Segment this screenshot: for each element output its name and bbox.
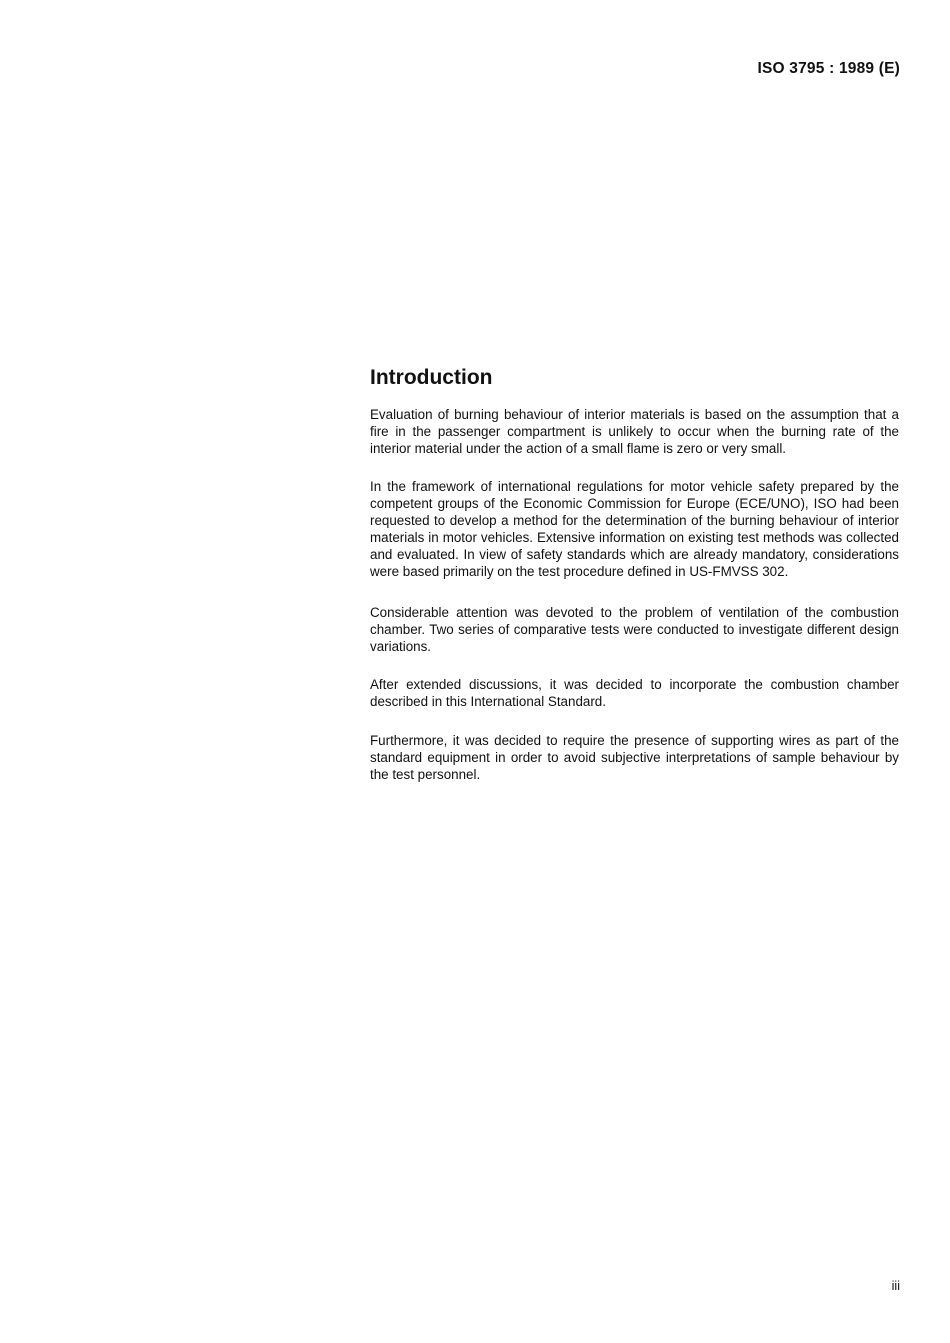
paragraph: Evaluation of burning behaviour of interior materials is based on the assumption that a fire in the passenger compartment is unlikely to occur when the burning rate of the interior material under the action of a small flame is zero or very small. xyxy=(370,407,899,456)
paragraph: After extended discussions, it was decided to incorporate the combustion chamber described in this International Standard. xyxy=(370,677,899,709)
section-title: Introduction xyxy=(370,366,493,389)
paragraph: Considerable attention was devoted to the problem of ventilation of the combustion chamber. Two series of comparative tests were conducted to investigate different design variations. xyxy=(370,605,899,654)
page-number: iii xyxy=(891,1279,900,1293)
standard-designation: ISO 3795 : 1989 (E) xyxy=(757,60,900,77)
paragraph: In the framework of international regulations for motor vehicle safety prepared by the competent groups of the Economic Commission for Europe (ECE/UNO), ISO had been requested to develop a method for the determination of the burning behaviour of interior materials in motor vehicles. Extensive information on existing test methods was collected and evaluated. In view of safety standards which are already mandatory, considerations were based primarily on the test procedure defined in US-FMVSS 302. xyxy=(370,479,899,579)
paragraph: Furthermore, it was decided to require the presence of supporting wires as part of the standard equipment in order to avoid subjective interpretations of sample behaviour by the test personnel. xyxy=(370,733,899,782)
document-header xyxy=(757,60,900,78)
introduction-section xyxy=(370,364,899,783)
